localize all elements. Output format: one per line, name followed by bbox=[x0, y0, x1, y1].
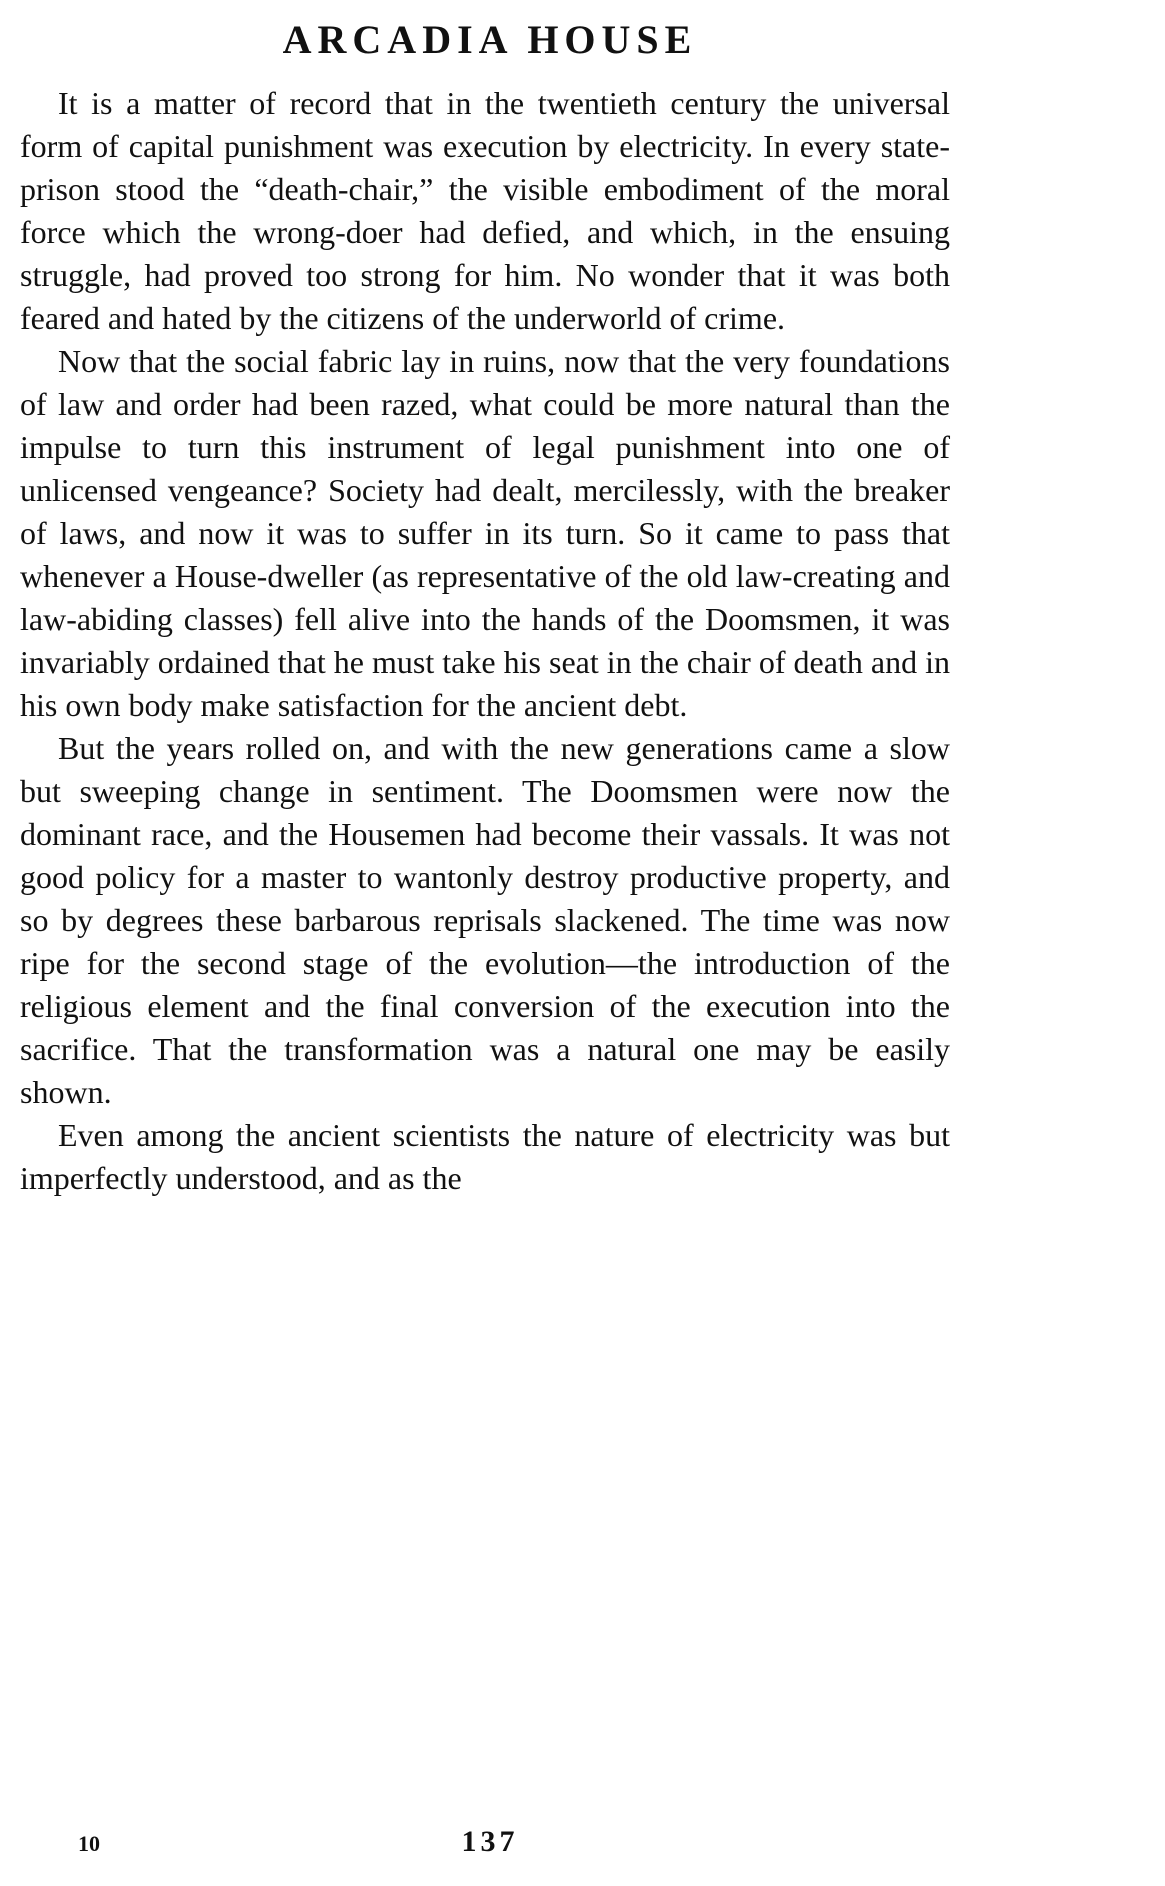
running-head-title: ARCADIA HOUSE bbox=[282, 17, 698, 62]
paragraph-2: Now that the social fabric lay in ruins, now that the very foundations of law and order had been razed, what could be more natural than the impulse to turn this instrument of legal punishment into one of unlicensed vengeance? Society had dealt, mercilessly, with the breaker of laws, and now it was to suffer in its turn. So it came to pass that whenever a House-dweller (as representative of the old law-creating and law-abiding classes) fell alive into the hands of the Doomsmen, it was invariably ordained that he must take his seat in the chair of death and in his own body make satisfaction for the ancient debt. bbox=[20, 343, 950, 723]
paragraph-3: But the years rolled on, and with the new generations came a slow but sweeping change in sentiment. The Doomsmen were now the dominant race, and the Housemen had become their vassals. It was not good policy for a master to wantonly destroy productive property, and so by degrees these barbarous reprisals slackened. The time was now ripe for the second stage of the evolution—the introduction of the religious element and the final conversion of the execution into the sacrifice. That the transformation was a natural one may be easily shown. bbox=[20, 730, 950, 1110]
signature-mark: 10 bbox=[78, 1831, 100, 1856]
page-footer bbox=[20, 1825, 950, 1865]
page-number: 137 bbox=[461, 1825, 519, 1858]
paragraph-4: Even among the ancient scientists the nature of electricity was but imperfectly understood, and as the bbox=[20, 1117, 950, 1196]
book-page bbox=[20, 17, 950, 1870]
paragraph-1: It is a matter of record that in the twentieth century the universal form of capital punishment was execution by electricity. In every state-prison stood the “death-chair,” the visible embodiment of the moral force which the wrong-doer had defied, and which, in the ensuing struggle, had proved too strong for him. No wonder that it was both feared and hated by the citizens of the underworld of crime. bbox=[20, 85, 950, 336]
body-text bbox=[20, 82, 950, 1200]
